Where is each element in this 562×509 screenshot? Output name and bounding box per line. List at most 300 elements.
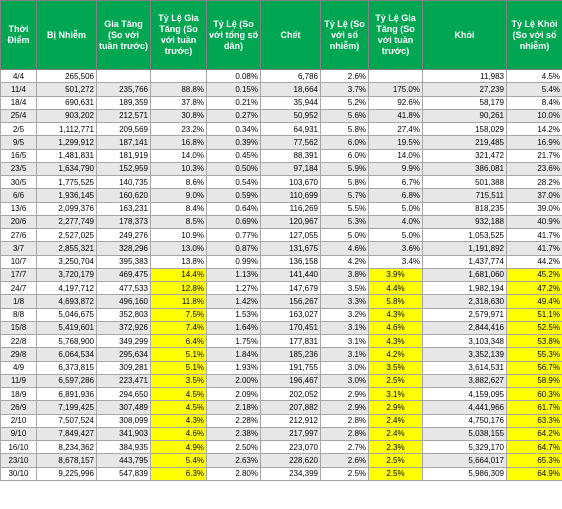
- table-cell: 88.8%: [151, 83, 207, 96]
- table-cell: 2.00%: [207, 374, 261, 387]
- table-cell: 8,234,362: [37, 441, 97, 454]
- table-cell: 27/6: [1, 229, 37, 242]
- table-cell: 0.54%: [207, 176, 261, 189]
- table-cell: [369, 70, 423, 83]
- table-cell: 52.5%: [507, 321, 562, 334]
- table-row: [1, 361, 562, 374]
- table-cell: 50,952: [261, 109, 321, 122]
- table-cell: 1.84%: [207, 348, 261, 361]
- table-cell: 4.9%: [151, 441, 207, 454]
- table-cell: 3.9%: [369, 268, 423, 281]
- table-cell: 1,299,912: [37, 136, 97, 149]
- table-cell: 5.8%: [321, 176, 369, 189]
- table-cell: 4,159,095: [423, 388, 507, 401]
- table-cell: 196,467: [261, 374, 321, 387]
- table-cell: 2.6%: [321, 454, 369, 467]
- table-cell: 120,967: [261, 215, 321, 228]
- table-cell: 37.0%: [507, 189, 562, 202]
- table-row: [1, 454, 562, 467]
- table-cell: 15/8: [1, 321, 37, 334]
- table-cell: 295,634: [97, 348, 151, 361]
- table-cell: 7,507,524: [37, 414, 97, 427]
- table-cell: 5,664,017: [423, 454, 507, 467]
- table-cell: 170,451: [261, 321, 321, 334]
- table-cell: 30/5: [1, 176, 37, 189]
- table-cell: 6,064,534: [37, 348, 97, 361]
- table-cell: 2.8%: [321, 427, 369, 440]
- table-cell: 1.93%: [207, 361, 261, 374]
- table-cell: 2/10: [1, 414, 37, 427]
- table-cell: 8/8: [1, 308, 37, 321]
- table-cell: 103,670: [261, 176, 321, 189]
- table-cell: 23/10: [1, 454, 37, 467]
- table-cell: 9.9%: [369, 162, 423, 175]
- table-row: [1, 335, 562, 348]
- table-cell: 2,277,749: [37, 215, 97, 228]
- table-cell: 4,197,712: [37, 282, 97, 295]
- table-cell: 21.7%: [507, 149, 562, 162]
- table-cell: 3.4%: [369, 255, 423, 268]
- table-cell: 223,070: [261, 441, 321, 454]
- table-cell: 5.6%: [321, 109, 369, 122]
- table-cell: 372,926: [97, 321, 151, 334]
- table-row: [1, 96, 562, 109]
- table-cell: 2.50%: [207, 441, 261, 454]
- table-cell: 3,720,179: [37, 268, 97, 281]
- table-cell: 2.3%: [369, 441, 423, 454]
- table-cell: 5.1%: [151, 361, 207, 374]
- table-row: [1, 189, 562, 202]
- table-row: [1, 427, 562, 440]
- table-cell: 14.2%: [507, 123, 562, 136]
- table-row: [1, 308, 562, 321]
- table-cell: 5,046,675: [37, 308, 97, 321]
- table-cell: 3,882,627: [423, 374, 507, 387]
- table-cell: 163,027: [261, 308, 321, 321]
- table-cell: 2.38%: [207, 427, 261, 440]
- table-cell: 6,786: [261, 70, 321, 83]
- table-cell: 4.5%: [151, 401, 207, 414]
- table-cell: 249,276: [97, 229, 151, 242]
- table-cell: 12.8%: [151, 282, 207, 295]
- table-cell: 818,235: [423, 202, 507, 215]
- table-cell: 24/7: [1, 282, 37, 295]
- table-cell: 41.8%: [369, 109, 423, 122]
- table-cell: 29/8: [1, 348, 37, 361]
- table-cell: 181,919: [97, 149, 151, 162]
- table-cell: 35,944: [261, 96, 321, 109]
- table-row: [1, 441, 562, 454]
- table-cell: 328,296: [97, 242, 151, 255]
- table-cell: 1.75%: [207, 335, 261, 348]
- table-cell: 23.6%: [507, 162, 562, 175]
- table-cell: 6.8%: [369, 189, 423, 202]
- table-cell: 175.0%: [369, 83, 423, 96]
- table-cell: 352,803: [97, 308, 151, 321]
- table-cell: 2.4%: [369, 414, 423, 427]
- table-cell: 28.2%: [507, 176, 562, 189]
- table-cell: 16/10: [1, 441, 37, 454]
- table-cell: 56.7%: [507, 361, 562, 374]
- table-row: [1, 149, 562, 162]
- table-cell: 41.7%: [507, 242, 562, 255]
- table-cell: 55.3%: [507, 348, 562, 361]
- table-cell: 156,267: [261, 295, 321, 308]
- table-cell: 18/4: [1, 96, 37, 109]
- table-cell: 2.5%: [321, 467, 369, 480]
- table-cell: 90,261: [423, 109, 507, 122]
- table-cell: 3.5%: [321, 282, 369, 295]
- table-row: [1, 176, 562, 189]
- table-cell: 1.13%: [207, 268, 261, 281]
- table-cell: 158,029: [423, 123, 507, 136]
- table-cell: 2.4%: [369, 427, 423, 440]
- table-cell: 1.27%: [207, 282, 261, 295]
- table-cell: 1,437,774: [423, 255, 507, 268]
- table-cell: 5.8%: [321, 123, 369, 136]
- table-cell: 18/9: [1, 388, 37, 401]
- table-cell: 4/4: [1, 70, 37, 83]
- table-cell: 11/9: [1, 374, 37, 387]
- table-cell: 8.6%: [151, 176, 207, 189]
- table-cell: 19.5%: [369, 136, 423, 149]
- table-cell: 6.3%: [151, 467, 207, 480]
- table-cell: 61.7%: [507, 401, 562, 414]
- table-row: [1, 70, 562, 83]
- table-cell: 51.1%: [507, 308, 562, 321]
- table-cell: 5.0%: [321, 229, 369, 242]
- table-cell: 189,359: [97, 96, 151, 109]
- table-cell: 3.1%: [321, 321, 369, 334]
- table-cell: 0.08%: [207, 70, 261, 83]
- table-cell: 10/7: [1, 255, 37, 268]
- table-cell: 4.0%: [369, 215, 423, 228]
- table-row: [1, 467, 562, 480]
- table-cell: 5.4%: [151, 454, 207, 467]
- table-cell: 234,399: [261, 467, 321, 480]
- table-cell: 152,959: [97, 162, 151, 175]
- table-cell: 4,750,176: [423, 414, 507, 427]
- table-row: [1, 229, 562, 242]
- table-cell: 5.5%: [321, 202, 369, 215]
- table-cell: 207,882: [261, 401, 321, 414]
- table-cell: 110,699: [261, 189, 321, 202]
- table-cell: 0.27%: [207, 109, 261, 122]
- table-cell: 58,179: [423, 96, 507, 109]
- table-cell: 5.1%: [151, 348, 207, 361]
- table-cell: 4.5%: [507, 70, 562, 83]
- table-cell: 0.59%: [207, 189, 261, 202]
- table-cell: 6,891,936: [37, 388, 97, 401]
- table-cell: 64,931: [261, 123, 321, 136]
- table-cell: 77,562: [261, 136, 321, 149]
- table-cell: 147,679: [261, 282, 321, 295]
- table-cell: 2.18%: [207, 401, 261, 414]
- table-cell: 2.5%: [369, 467, 423, 480]
- table-cell: 39.0%: [507, 202, 562, 215]
- table-cell: 2.5%: [369, 454, 423, 467]
- table-cell: 4.6%: [151, 427, 207, 440]
- table-cell: 3.5%: [151, 374, 207, 387]
- table-row: [1, 162, 562, 175]
- table-cell: 4.2%: [369, 348, 423, 361]
- table-cell: 384,935: [97, 441, 151, 454]
- table-row: [1, 388, 562, 401]
- table-cell: 477,533: [97, 282, 151, 295]
- table-cell: 5.3%: [321, 215, 369, 228]
- table-cell: 1,681,060: [423, 268, 507, 281]
- table-cell: 14.0%: [151, 149, 207, 162]
- table-cell: 49.4%: [507, 295, 562, 308]
- column-header: Thời Điểm: [1, 1, 37, 70]
- table-cell: 65.3%: [507, 454, 562, 467]
- table-cell: 2,844,416: [423, 321, 507, 334]
- table-cell: 3.0%: [321, 374, 369, 387]
- table-cell: 2.5%: [369, 374, 423, 387]
- table-cell: [97, 70, 151, 83]
- table-cell: 141,440: [261, 268, 321, 281]
- table-row: [1, 202, 562, 215]
- table-cell: 501,272: [37, 83, 97, 96]
- table-cell: 5,986,309: [423, 467, 507, 480]
- table-cell: 0.77%: [207, 229, 261, 242]
- table-cell: 223,471: [97, 374, 151, 387]
- table-cell: 8.5%: [151, 215, 207, 228]
- table-body: [1, 70, 562, 481]
- table-cell: 177,831: [261, 335, 321, 348]
- table-cell: 3.6%: [369, 242, 423, 255]
- table-cell: 3.0%: [321, 361, 369, 374]
- table-cell: 3,103,348: [423, 335, 507, 348]
- table-cell: 6/6: [1, 189, 37, 202]
- table-cell: 25/4: [1, 109, 37, 122]
- table-cell: 903,202: [37, 109, 97, 122]
- table-cell: 45.2%: [507, 268, 562, 281]
- table-cell: 2,099,376: [37, 202, 97, 215]
- table-cell: 5.0%: [369, 229, 423, 242]
- table-cell: 92.6%: [369, 96, 423, 109]
- table-cell: 20/6: [1, 215, 37, 228]
- table-cell: 16.9%: [507, 136, 562, 149]
- table-cell: 18,664: [261, 83, 321, 96]
- table-cell: 3.1%: [369, 388, 423, 401]
- table-cell: 16/5: [1, 149, 37, 162]
- table-cell: 41.7%: [507, 229, 562, 242]
- table-cell: 1,936,145: [37, 189, 97, 202]
- table-cell: 349,299: [97, 335, 151, 348]
- column-header: Tỷ Lệ (So với tổng số dân): [207, 1, 261, 70]
- table-cell: 5.8%: [369, 295, 423, 308]
- header-row: [1, 1, 562, 70]
- table-cell: 5,038,155: [423, 427, 507, 440]
- table-cell: 7.5%: [151, 308, 207, 321]
- table-cell: 37.8%: [151, 96, 207, 109]
- table-cell: 2.9%: [321, 388, 369, 401]
- table-cell: 209,569: [97, 123, 151, 136]
- table-cell: 5.7%: [321, 189, 369, 202]
- table-cell: 14.4%: [151, 268, 207, 281]
- table-row: [1, 321, 562, 334]
- table-cell: 185,236: [261, 348, 321, 361]
- table-cell: 60.3%: [507, 388, 562, 401]
- table-cell: 469,475: [97, 268, 151, 281]
- table-cell: 9.0%: [151, 189, 207, 202]
- table-cell: 6,597,286: [37, 374, 97, 387]
- table-cell: 9/10: [1, 427, 37, 440]
- table-cell: 11,983: [423, 70, 507, 83]
- table-cell: 2/5: [1, 123, 37, 136]
- table-cell: 178,373: [97, 215, 151, 228]
- table-cell: 202,052: [261, 388, 321, 401]
- table-cell: 7,199,425: [37, 401, 97, 414]
- table-cell: 395,383: [97, 255, 151, 268]
- table-cell: 0.69%: [207, 215, 261, 228]
- table-cell: 2,527,025: [37, 229, 97, 242]
- table-cell: 27.4%: [369, 123, 423, 136]
- table-cell: 2.28%: [207, 414, 261, 427]
- table-cell: 1.42%: [207, 295, 261, 308]
- table-cell: 3.7%: [321, 83, 369, 96]
- table-cell: 127,055: [261, 229, 321, 242]
- table-cell: 4.6%: [369, 321, 423, 334]
- column-header: Tỷ Lệ (So với số nhiễm): [321, 1, 369, 70]
- table-cell: 64.2%: [507, 427, 562, 440]
- table-cell: 235,766: [97, 83, 151, 96]
- table-row: [1, 401, 562, 414]
- table-cell: [151, 70, 207, 83]
- table-cell: 5.9%: [321, 162, 369, 175]
- table-cell: 1.64%: [207, 321, 261, 334]
- table-cell: 5,768,900: [37, 335, 97, 348]
- table-cell: 136,158: [261, 255, 321, 268]
- table-cell: 1,634,790: [37, 162, 97, 175]
- table-cell: 44.2%: [507, 255, 562, 268]
- table-cell: 10.3%: [151, 162, 207, 175]
- column-header: Tỷ Lệ Gia Tăng (So với tuần trước): [369, 1, 423, 70]
- table-cell: 97,184: [261, 162, 321, 175]
- table-cell: 1,191,892: [423, 242, 507, 255]
- table-cell: 2.80%: [207, 467, 261, 480]
- table-row: [1, 268, 562, 281]
- table-cell: 16.8%: [151, 136, 207, 149]
- table-cell: 0.87%: [207, 242, 261, 255]
- table-cell: 690,631: [37, 96, 97, 109]
- table-cell: 47.2%: [507, 282, 562, 295]
- table-cell: 3.5%: [369, 361, 423, 374]
- table-cell: 0.34%: [207, 123, 261, 136]
- table-row: [1, 109, 562, 122]
- table-cell: 4,441,966: [423, 401, 507, 414]
- table-cell: 0.50%: [207, 162, 261, 175]
- table-cell: 6.0%: [321, 149, 369, 162]
- table-row: [1, 83, 562, 96]
- table-cell: 27,239: [423, 83, 507, 96]
- table-cell: 501,388: [423, 176, 507, 189]
- table-cell: 26/9: [1, 401, 37, 414]
- table-cell: 265,506: [37, 70, 97, 83]
- table-cell: 0.99%: [207, 255, 261, 268]
- column-header: Chết: [261, 1, 321, 70]
- table-cell: 1,481,831: [37, 149, 97, 162]
- table-cell: 88,391: [261, 149, 321, 162]
- table-cell: 212,571: [97, 109, 151, 122]
- table-cell: 3.1%: [321, 335, 369, 348]
- table-cell: 3.3%: [321, 295, 369, 308]
- table-cell: 116,269: [261, 202, 321, 215]
- column-header: Bị Nhiễm: [37, 1, 97, 70]
- table-cell: 40.9%: [507, 215, 562, 228]
- table-cell: 228,620: [261, 454, 321, 467]
- table-cell: 2.6%: [321, 70, 369, 83]
- table-row: [1, 136, 562, 149]
- table-cell: 5.4%: [507, 83, 562, 96]
- table-cell: 212,912: [261, 414, 321, 427]
- column-header: Tỷ Lệ Khỏi (So với số nhiễm): [507, 1, 562, 70]
- table-row: [1, 215, 562, 228]
- table-cell: 308,099: [97, 414, 151, 427]
- table-cell: 5,329,170: [423, 441, 507, 454]
- table-cell: 2,318,630: [423, 295, 507, 308]
- table-cell: 3,614,531: [423, 361, 507, 374]
- table-cell: 4.5%: [151, 388, 207, 401]
- table-cell: 0.45%: [207, 149, 261, 162]
- table-cell: 3/7: [1, 242, 37, 255]
- table-cell: 2.9%: [321, 401, 369, 414]
- table-cell: 4/9: [1, 361, 37, 374]
- table-cell: 131,675: [261, 242, 321, 255]
- table-cell: 1,053,525: [423, 229, 507, 242]
- table-cell: 163,231: [97, 202, 151, 215]
- table-cell: 3.8%: [321, 268, 369, 281]
- table-cell: 10.9%: [151, 229, 207, 242]
- table-cell: 63.3%: [507, 414, 562, 427]
- table-cell: 5,419,601: [37, 321, 97, 334]
- table-cell: 187,141: [97, 136, 151, 149]
- table-cell: 4,693,872: [37, 295, 97, 308]
- table-cell: 2.9%: [369, 401, 423, 414]
- table-cell: 58.9%: [507, 374, 562, 387]
- table-cell: 2.09%: [207, 388, 261, 401]
- table-cell: 4.6%: [321, 242, 369, 255]
- table-cell: 1/8: [1, 295, 37, 308]
- table-row: [1, 282, 562, 295]
- table-cell: 6,373,815: [37, 361, 97, 374]
- table-cell: 23.2%: [151, 123, 207, 136]
- table-cell: 307,489: [97, 401, 151, 414]
- table-cell: 8.4%: [507, 96, 562, 109]
- column-header: Khỏi: [423, 1, 507, 70]
- table-cell: 4.2%: [321, 255, 369, 268]
- table-cell: 1,112,771: [37, 123, 97, 136]
- table-row: [1, 374, 562, 387]
- table-cell: 9,225,996: [37, 467, 97, 480]
- table-cell: 3.1%: [321, 348, 369, 361]
- table-cell: 2.8%: [321, 414, 369, 427]
- table-cell: 0.64%: [207, 202, 261, 215]
- table-cell: 715,511: [423, 189, 507, 202]
- table-cell: 140,735: [97, 176, 151, 189]
- table-cell: 64.7%: [507, 441, 562, 454]
- table-cell: 30.8%: [151, 109, 207, 122]
- table-cell: 4.3%: [369, 335, 423, 348]
- table-cell: 3,250,704: [37, 255, 97, 268]
- table-cell: 1,775,525: [37, 176, 97, 189]
- table-row: [1, 255, 562, 268]
- table-cell: 6.7%: [369, 176, 423, 189]
- column-header: Gia Tăng (So với tuần trước): [97, 1, 151, 70]
- column-header: Tỷ Lệ Gia Tăng (So với tuần trước): [151, 1, 207, 70]
- table-row: [1, 242, 562, 255]
